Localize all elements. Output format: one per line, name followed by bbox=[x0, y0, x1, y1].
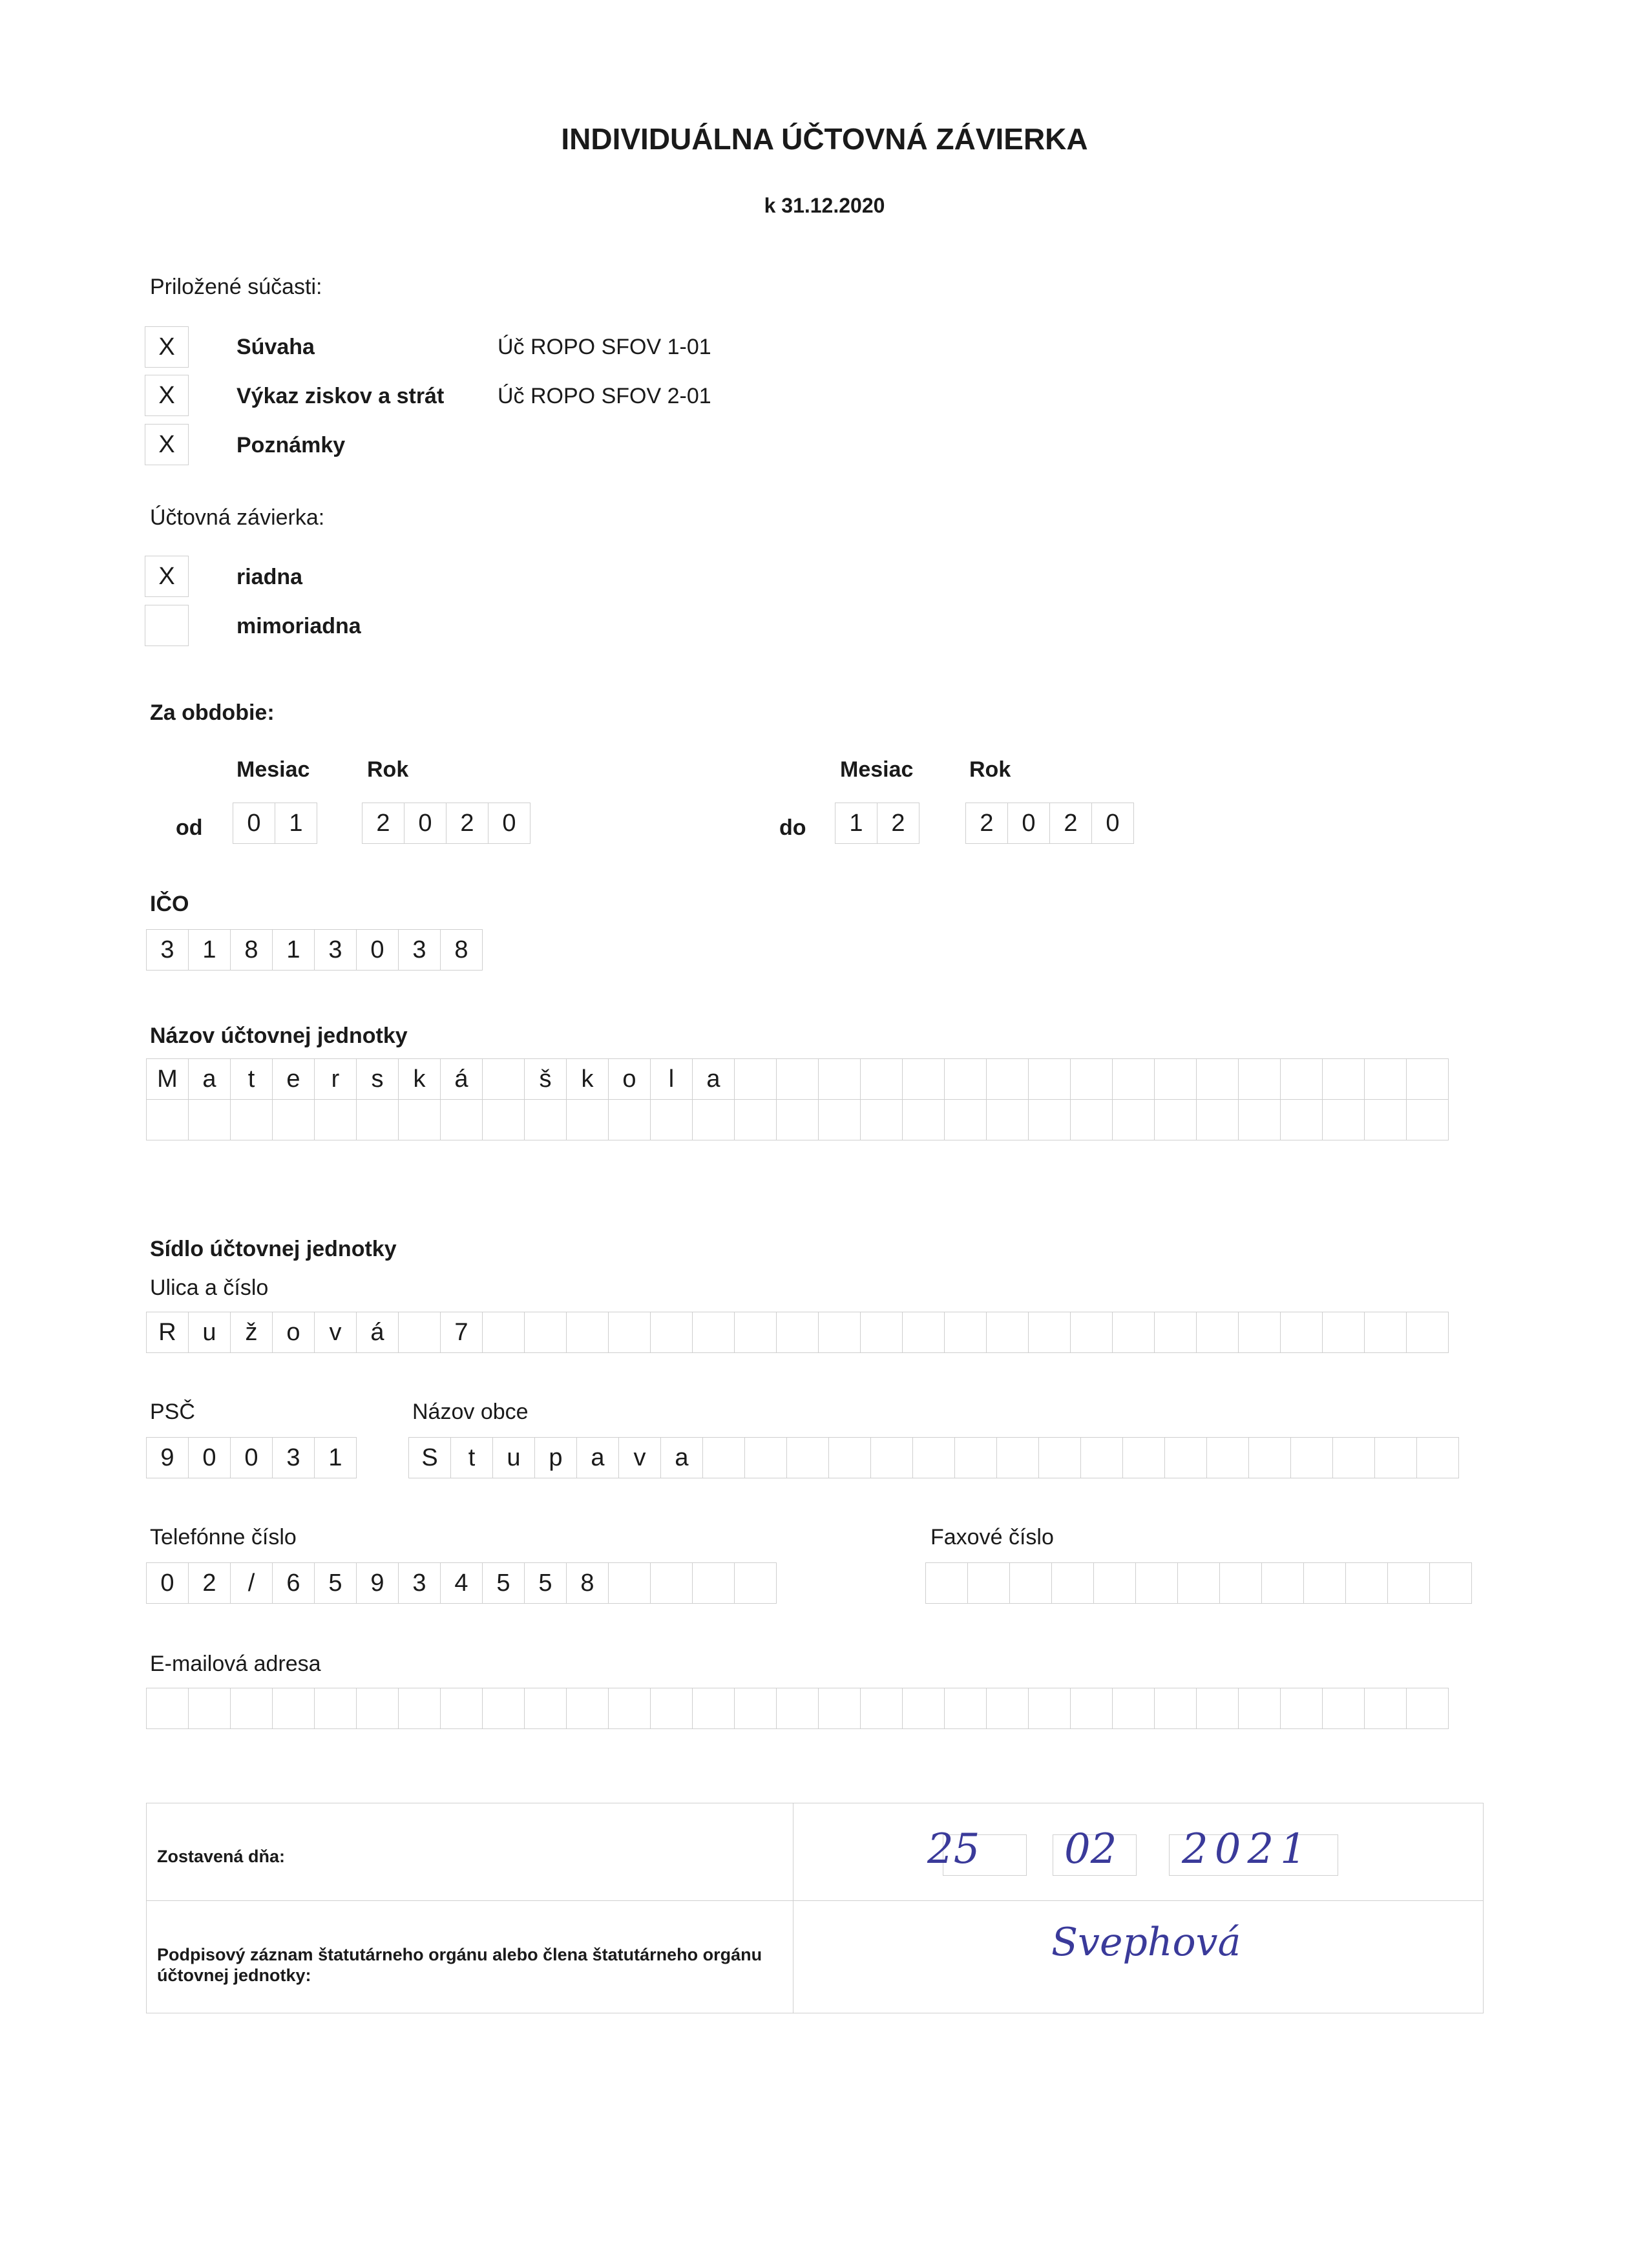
name-field-row1-cell bbox=[902, 1058, 945, 1100]
street-field-cell bbox=[1364, 1312, 1407, 1353]
city-field-cell bbox=[786, 1437, 829, 1478]
psc-field-cell: 9 bbox=[146, 1437, 189, 1478]
phone-field-cell: 3 bbox=[398, 1562, 441, 1604]
phone-field-cell bbox=[650, 1562, 693, 1604]
to-year-label: Rok bbox=[969, 757, 1011, 782]
email-field-cell bbox=[608, 1688, 651, 1729]
street-field-cell bbox=[566, 1312, 609, 1353]
name-field-row2-cell bbox=[1322, 1099, 1365, 1140]
name-field-row1-cell bbox=[1364, 1058, 1407, 1100]
email-field-cell bbox=[650, 1688, 693, 1729]
street-field-cell bbox=[1406, 1312, 1449, 1353]
email-field-cell bbox=[1322, 1688, 1365, 1729]
name-field-row1-cell bbox=[818, 1058, 861, 1100]
name-field-row1-cell: s bbox=[356, 1058, 399, 1100]
name-field-row1-cell bbox=[860, 1058, 903, 1100]
name-field-row2-cell bbox=[692, 1099, 735, 1140]
name-field-row2-cell bbox=[1112, 1099, 1155, 1140]
phone-field-cell: / bbox=[230, 1562, 273, 1604]
ico-cell: 1 bbox=[272, 929, 315, 971]
name-field-row1-cell bbox=[1154, 1058, 1197, 1100]
email-field-cell bbox=[314, 1688, 357, 1729]
name-field-row1-cell: š bbox=[524, 1058, 567, 1100]
from-year-label: Rok bbox=[367, 757, 409, 782]
name-label: Názov účtovnej jednotky bbox=[150, 1024, 408, 1048]
city-field-cell: u bbox=[492, 1437, 535, 1478]
fax-field-cell bbox=[1303, 1562, 1346, 1604]
checkbox-suvaha[interactable]: X bbox=[145, 326, 189, 368]
street-field-cell: 7 bbox=[440, 1312, 483, 1353]
fax-field-cell bbox=[1429, 1562, 1472, 1604]
name-field-row2-cell bbox=[398, 1099, 441, 1140]
ico-cell: 1 bbox=[188, 929, 231, 971]
phone-field-cell: 6 bbox=[272, 1562, 315, 1604]
from-year-field[interactable] bbox=[362, 803, 530, 844]
to-month-label: Mesiac bbox=[840, 757, 914, 782]
email-field-cell bbox=[398, 1688, 441, 1729]
name-field-row1-cell bbox=[1406, 1058, 1449, 1100]
from-month-cell: 0 bbox=[233, 803, 275, 844]
name-field-row1-cell bbox=[1070, 1058, 1113, 1100]
signature-table bbox=[146, 1803, 1484, 2013]
city-field-cell bbox=[912, 1437, 955, 1478]
city-field-cell: a bbox=[660, 1437, 703, 1478]
name-field-row1-cell bbox=[734, 1058, 777, 1100]
email-field-cell bbox=[902, 1688, 945, 1729]
email-field-cell bbox=[1364, 1688, 1407, 1729]
attachment-code-vykaz: Úč ROPO SFOV 2-01 bbox=[498, 384, 711, 408]
name-field-row1-cell: t bbox=[230, 1058, 273, 1100]
street-field-cell bbox=[1112, 1312, 1155, 1353]
fax-field-cell bbox=[1135, 1562, 1178, 1604]
signature-table-divider bbox=[147, 1900, 1483, 1901]
ico-cell: 0 bbox=[356, 929, 399, 971]
name-field-row1-cell: o bbox=[608, 1058, 651, 1100]
email-field-cell bbox=[818, 1688, 861, 1729]
to-label: do bbox=[779, 815, 806, 840]
fax-field[interactable] bbox=[925, 1562, 1472, 1604]
name-field-row2-cell bbox=[1028, 1099, 1071, 1140]
name-field-row2-cell bbox=[608, 1099, 651, 1140]
attachments-heading: Priložené súčasti: bbox=[150, 275, 322, 299]
name-field-row2-cell bbox=[146, 1099, 189, 1140]
email-field-cell bbox=[776, 1688, 819, 1729]
email-field-cell bbox=[524, 1688, 567, 1729]
attachment-label-suvaha: Súvaha bbox=[236, 335, 315, 359]
checkbox-vykaz[interactable]: X bbox=[145, 375, 189, 416]
email-field-cell bbox=[1196, 1688, 1239, 1729]
compiled-day: 25 bbox=[927, 1825, 980, 1873]
to-year-field[interactable] bbox=[965, 803, 1134, 844]
checkbox-riadna[interactable]: X bbox=[145, 556, 189, 597]
from-year-cell: 0 bbox=[404, 803, 446, 844]
fax-field-cell bbox=[1387, 1562, 1430, 1604]
fax-field-cell bbox=[1177, 1562, 1220, 1604]
name-field-row2-cell bbox=[776, 1099, 819, 1140]
ico-cell: 3 bbox=[314, 929, 357, 971]
city-field-cell bbox=[1248, 1437, 1291, 1478]
fax-field-cell bbox=[1219, 1562, 1262, 1604]
city-field-cell bbox=[1164, 1437, 1207, 1478]
street-field-cell bbox=[902, 1312, 945, 1353]
street-field-cell bbox=[1322, 1312, 1365, 1353]
attachment-label-vykaz: Výkaz ziskov a strát bbox=[236, 384, 445, 408]
city-field-cell bbox=[1416, 1437, 1459, 1478]
name-field-row1-cell bbox=[1028, 1058, 1071, 1100]
from-year-cell: 2 bbox=[446, 803, 488, 844]
street-field-cell bbox=[608, 1312, 651, 1353]
name-field-row1-cell: a bbox=[692, 1058, 735, 1100]
name-field-row1-cell bbox=[776, 1058, 819, 1100]
street-field-cell: á bbox=[356, 1312, 399, 1353]
street-label: Ulica a číslo bbox=[150, 1276, 269, 1300]
name-field-row1-cell: r bbox=[314, 1058, 357, 1100]
street-field[interactable] bbox=[146, 1312, 1449, 1353]
to-month-cell: 2 bbox=[877, 803, 919, 844]
name-field-row2-cell bbox=[986, 1099, 1029, 1140]
name-field-row2-cell bbox=[944, 1099, 987, 1140]
signature: Svephová bbox=[1051, 1920, 1241, 1965]
name-field-row2-cell bbox=[230, 1099, 273, 1140]
name-field-row2-cell bbox=[1154, 1099, 1197, 1140]
closing-heading: Účtovná závierka: bbox=[150, 505, 325, 530]
city-field-cell bbox=[1122, 1437, 1165, 1478]
name-field-row2-cell bbox=[1070, 1099, 1113, 1140]
to-month-cell: 1 bbox=[835, 803, 877, 844]
compiled-date-label: Zostavená dňa: bbox=[157, 1847, 286, 1866]
street-field-cell bbox=[692, 1312, 735, 1353]
email-field-cell bbox=[440, 1688, 483, 1729]
street-field-cell bbox=[1154, 1312, 1197, 1353]
name-field-row2-cell bbox=[818, 1099, 861, 1140]
to-year-cell: 0 bbox=[1091, 803, 1134, 844]
street-field-cell: o bbox=[272, 1312, 315, 1353]
street-field-cell bbox=[1196, 1312, 1239, 1353]
name-field-row1-cell bbox=[1322, 1058, 1365, 1100]
psc-field-cell: 0 bbox=[230, 1437, 273, 1478]
street-field-cell: R bbox=[146, 1312, 189, 1353]
email-field-cell bbox=[692, 1688, 735, 1729]
name-field-row1-cell bbox=[482, 1058, 525, 1100]
name-field-row1-cell bbox=[1238, 1058, 1281, 1100]
city-field-cell bbox=[1206, 1437, 1249, 1478]
name-field-row2-cell bbox=[1238, 1099, 1281, 1140]
phone-field[interactable] bbox=[146, 1562, 777, 1604]
city-field-cell: t bbox=[450, 1437, 493, 1478]
name-field-row2-cell bbox=[1406, 1099, 1449, 1140]
closing-label-riadna: riadna bbox=[236, 565, 303, 589]
email-field-cell bbox=[482, 1688, 525, 1729]
name-field-row1-cell bbox=[1196, 1058, 1239, 1100]
email-field-cell bbox=[1028, 1688, 1071, 1729]
fax-field-cell bbox=[1093, 1562, 1136, 1604]
compiled-year: 2021 bbox=[1182, 1825, 1313, 1873]
attachment-code-suvaha: Úč ROPO SFOV 1-01 bbox=[498, 335, 711, 359]
email-field-cell bbox=[1070, 1688, 1113, 1729]
psc-field-cell: 1 bbox=[314, 1437, 357, 1478]
email-field-cell bbox=[356, 1688, 399, 1729]
email-field-cell bbox=[1238, 1688, 1281, 1729]
ico-field[interactable] bbox=[146, 929, 483, 971]
name-field-row1-cell: k bbox=[398, 1058, 441, 1100]
name-field-row2-cell bbox=[650, 1099, 693, 1140]
name-field-row2-cell bbox=[860, 1099, 903, 1140]
attachment-label-poznamky: Poznámky bbox=[236, 433, 346, 457]
name-field-row1[interactable] bbox=[146, 1058, 1449, 1100]
name-field-row2-cell bbox=[902, 1099, 945, 1140]
name-field-row1-cell: á bbox=[440, 1058, 483, 1100]
signature-label-line2: účtovnej jednotky: bbox=[157, 1966, 311, 1985]
fax-field-cell bbox=[1345, 1562, 1388, 1604]
phone-label: Telefónne číslo bbox=[150, 1525, 297, 1549]
street-field-cell: u bbox=[188, 1312, 231, 1353]
phone-field-cell: 5 bbox=[524, 1562, 567, 1604]
street-field-cell: v bbox=[314, 1312, 357, 1353]
email-field-cell bbox=[860, 1688, 903, 1729]
street-field-cell bbox=[986, 1312, 1029, 1353]
email-field-cell bbox=[734, 1688, 777, 1729]
street-field-cell bbox=[524, 1312, 567, 1353]
name-field-row1-cell bbox=[986, 1058, 1029, 1100]
name-field-row1-cell: a bbox=[188, 1058, 231, 1100]
from-month-cell: 1 bbox=[275, 803, 317, 844]
city-field-cell: S bbox=[408, 1437, 451, 1478]
fax-field-cell bbox=[925, 1562, 968, 1604]
name-field-row2-cell bbox=[188, 1099, 231, 1140]
email-field-cell bbox=[986, 1688, 1029, 1729]
city-field-cell bbox=[870, 1437, 913, 1478]
email-field-cell bbox=[230, 1688, 273, 1729]
signature-label bbox=[157, 1944, 777, 1986]
to-year-cell: 2 bbox=[965, 803, 1008, 844]
email-field-cell bbox=[566, 1688, 609, 1729]
to-year-cell: 0 bbox=[1007, 803, 1050, 844]
checkbox-poznamky[interactable]: X bbox=[145, 424, 189, 465]
name-field-row2-cell bbox=[1364, 1099, 1407, 1140]
phone-field-cell: 0 bbox=[146, 1562, 189, 1604]
city-label: Názov obce bbox=[412, 1400, 529, 1424]
to-month-field[interactable] bbox=[835, 803, 919, 844]
name-field-row2-cell bbox=[1280, 1099, 1323, 1140]
document-title: INDIVIDUÁLNA ÚČTOVNÁ ZÁVIERKA bbox=[561, 122, 1088, 156]
street-field-cell bbox=[1280, 1312, 1323, 1353]
name-field-row2-cell bbox=[440, 1099, 483, 1140]
email-field-cell bbox=[1112, 1688, 1155, 1729]
from-year-cell: 0 bbox=[488, 803, 530, 844]
fax-label: Faxové číslo bbox=[930, 1525, 1054, 1549]
city-field-cell bbox=[1080, 1437, 1123, 1478]
city-field-cell bbox=[1332, 1437, 1375, 1478]
from-month-label: Mesiac bbox=[236, 757, 310, 782]
city-field-cell: v bbox=[618, 1437, 661, 1478]
email-field-cell bbox=[1406, 1688, 1449, 1729]
street-field-cell: ž bbox=[230, 1312, 273, 1353]
city-field-cell bbox=[954, 1437, 997, 1478]
phone-field-cell bbox=[608, 1562, 651, 1604]
checkbox-mimoriadna[interactable] bbox=[145, 605, 189, 646]
period-heading: Za obdobie: bbox=[150, 700, 275, 725]
phone-field-cell: 5 bbox=[314, 1562, 357, 1604]
city-field-cell bbox=[702, 1437, 745, 1478]
street-field-cell bbox=[1070, 1312, 1113, 1353]
city-field-cell bbox=[1290, 1437, 1333, 1478]
closing-label-mimoriadna: mimoriadna bbox=[236, 614, 361, 638]
name-field-row1-cell: e bbox=[272, 1058, 315, 1100]
street-field-cell bbox=[398, 1312, 441, 1353]
seat-label: Sídlo účtovnej jednotky bbox=[150, 1237, 397, 1261]
street-field-cell bbox=[818, 1312, 861, 1353]
email-field[interactable] bbox=[146, 1688, 1449, 1729]
street-field-cell bbox=[860, 1312, 903, 1353]
name-field-row1-cell: k bbox=[566, 1058, 609, 1100]
street-field-cell bbox=[482, 1312, 525, 1353]
compiled-month: 02 bbox=[1064, 1825, 1117, 1873]
name-field-row2-cell bbox=[1196, 1099, 1239, 1140]
city-field-cell bbox=[1374, 1437, 1417, 1478]
psc-field-cell: 3 bbox=[272, 1437, 315, 1478]
name-field-row2-cell bbox=[314, 1099, 357, 1140]
email-field-cell bbox=[1280, 1688, 1323, 1729]
email-label: E-mailová adresa bbox=[150, 1652, 321, 1676]
street-field-cell bbox=[1028, 1312, 1071, 1353]
name-field-row2-cell bbox=[524, 1099, 567, 1140]
phone-field-cell: 8 bbox=[566, 1562, 609, 1604]
as-of-date: k 31.12.2020 bbox=[764, 194, 885, 217]
phone-field-cell: 9 bbox=[356, 1562, 399, 1604]
ico-cell: 8 bbox=[230, 929, 273, 971]
name-field-row1-cell bbox=[944, 1058, 987, 1100]
ico-cell: 8 bbox=[440, 929, 483, 971]
email-field-cell bbox=[146, 1688, 189, 1729]
from-year-cell: 2 bbox=[362, 803, 404, 844]
fax-field-cell bbox=[1051, 1562, 1094, 1604]
psc-label: PSČ bbox=[150, 1400, 195, 1424]
ico-cell: 3 bbox=[146, 929, 189, 971]
name-field-row1-cell bbox=[1280, 1058, 1323, 1100]
name-field-row2-cell bbox=[734, 1099, 777, 1140]
street-field-cell bbox=[944, 1312, 987, 1353]
city-field-cell bbox=[828, 1437, 871, 1478]
phone-field-cell: 4 bbox=[440, 1562, 483, 1604]
phone-field-cell: 5 bbox=[482, 1562, 525, 1604]
city-field-cell bbox=[1038, 1437, 1081, 1478]
email-field-cell bbox=[272, 1688, 315, 1729]
fax-field-cell bbox=[967, 1562, 1010, 1604]
city-field-cell bbox=[996, 1437, 1039, 1478]
phone-field-cell bbox=[734, 1562, 777, 1604]
city-field-cell bbox=[744, 1437, 787, 1478]
name-field-row2-cell bbox=[482, 1099, 525, 1140]
phone-field-cell bbox=[692, 1562, 735, 1604]
from-label: od bbox=[176, 815, 203, 840]
name-field-row1-cell: M bbox=[146, 1058, 189, 1100]
signature-label-line1: Podpisový záznam štatutárneho orgánu alebo člena štatutárneho orgánu bbox=[157, 1945, 762, 1964]
city-field[interactable] bbox=[408, 1437, 1459, 1478]
street-field-cell bbox=[1238, 1312, 1281, 1353]
psc-field-cell: 0 bbox=[188, 1437, 231, 1478]
email-field-cell bbox=[944, 1688, 987, 1729]
fax-field-cell bbox=[1261, 1562, 1304, 1604]
ico-label: IČO bbox=[150, 892, 189, 916]
city-field-cell: p bbox=[534, 1437, 577, 1478]
name-field-row2-cell bbox=[356, 1099, 399, 1140]
fax-field-cell bbox=[1009, 1562, 1052, 1604]
psc-field[interactable] bbox=[146, 1437, 357, 1478]
street-field-cell bbox=[776, 1312, 819, 1353]
name-field-row2-cell bbox=[566, 1099, 609, 1140]
city-field-cell: a bbox=[576, 1437, 619, 1478]
name-field-row2[interactable] bbox=[146, 1099, 1449, 1140]
email-field-cell bbox=[1154, 1688, 1197, 1729]
street-field-cell bbox=[650, 1312, 693, 1353]
name-field-row1-cell bbox=[1112, 1058, 1155, 1100]
name-field-row1-cell: l bbox=[650, 1058, 693, 1100]
ico-cell: 3 bbox=[398, 929, 441, 971]
to-year-cell: 2 bbox=[1049, 803, 1092, 844]
street-field-cell bbox=[734, 1312, 777, 1353]
from-month-field[interactable] bbox=[233, 803, 317, 844]
name-field-row2-cell bbox=[272, 1099, 315, 1140]
email-field-cell bbox=[188, 1688, 231, 1729]
phone-field-cell: 2 bbox=[188, 1562, 231, 1604]
